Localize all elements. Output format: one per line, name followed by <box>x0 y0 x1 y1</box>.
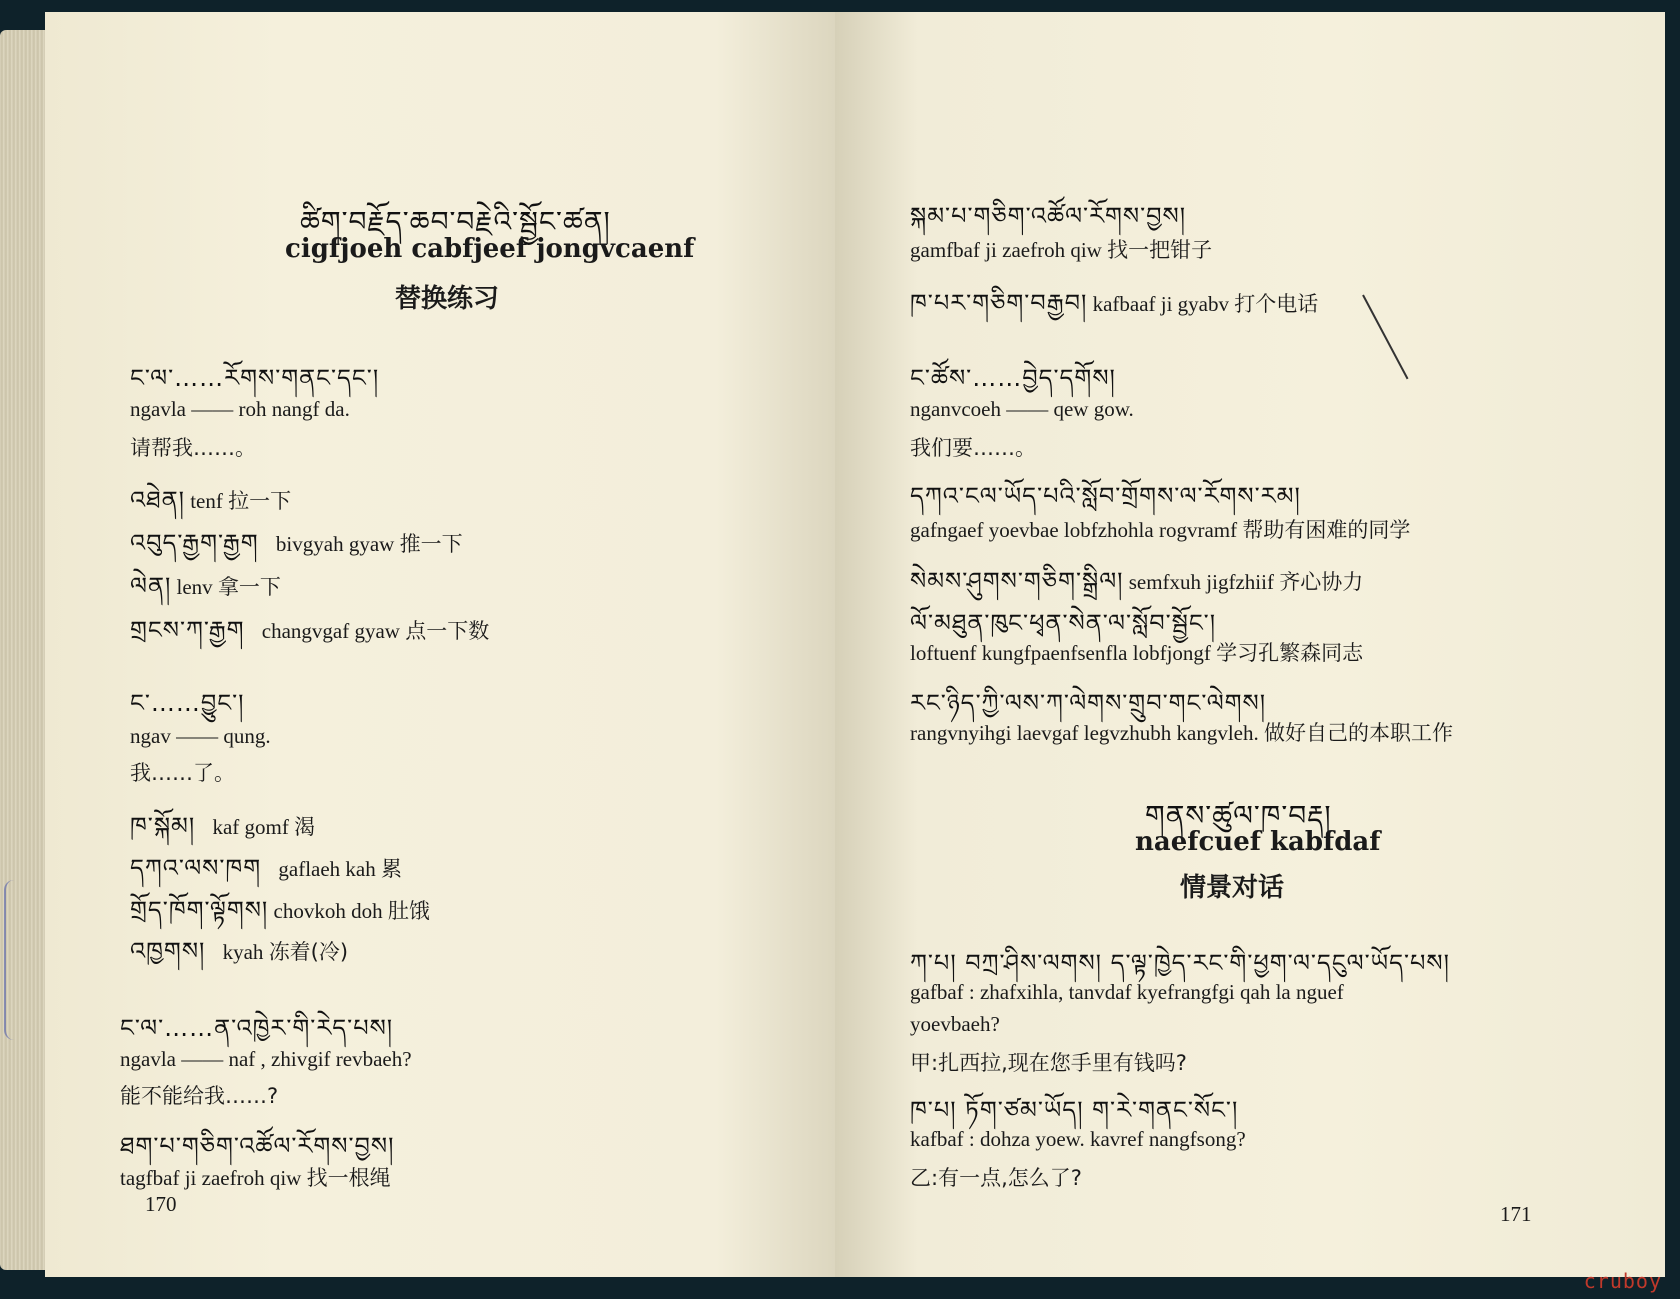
group2-item: འཁྱགས། kyah 冻着(冷) <box>130 937 349 965</box>
group3-pattern-tibetan: ང་ལ་……ན་འཁྱེར་གི་རེད་པས། <box>120 1014 394 1042</box>
group2-item: དཀའ་ལས་ཁག gaflaeh kah 累 <box>130 854 402 882</box>
right-page <box>835 12 1665 1277</box>
right-group-pattern-roman: nganvcoeh —— qew gow. <box>910 397 1134 421</box>
dialogue-line-tibetan: ཀ་པ། བཀྲ་ཤིས་ལགས། ད་ལྟ་ཁྱེད་རང་གི་ཕྱག་ལ་དངུལ་ཡོད་པས། <box>910 949 1450 977</box>
scan-watermark: cruboy <box>1583 1269 1662 1293</box>
right-line-tibetan: སྐམ་པ་གཅིག་འཚོལ་རོགས་བྱས། <box>910 202 1187 230</box>
group2-pattern-tibetan: ང་……བྱུང་། <box>130 689 245 717</box>
group1-pattern-chinese: 请帮我……。 <box>130 436 256 460</box>
group1-pattern-roman: ngavla —— roh nangf da. <box>130 397 350 421</box>
dialogue-line-roman: kafbaf : dohza yoew. kavref nangfsong? <box>910 1127 1246 1151</box>
page-number-left: 170 <box>145 1192 177 1216</box>
dialogue-line-chinese: 乙:有一点,怎么了? <box>910 1166 1082 1190</box>
group2-pattern-roman: ngav —— qung. <box>130 724 271 748</box>
right-group-item: loftuenf kungfpaenfsenfla lobfjongf 学习孔繁森同志 <box>910 641 1364 665</box>
dialogue-line-roman: gafbaf : zhafxihla, tanvdaf kyefrangfgi qah la nguef <box>910 980 1344 1004</box>
group3-pattern-roman: ngavla —— naf , zhivgif revbaeh? <box>120 1047 412 1071</box>
dialogue-title-roman: naefcuef kabfdaf <box>1135 827 1381 857</box>
right-group-item: rangvnyihgi laevgaf legvzhubh kangvleh. 做好自己的本职工作 <box>910 721 1453 745</box>
right-group-item-tibetan: དཀའ་ངལ་ཡོད་པའི་སློབ་གྲོགས་ལ་རོགས་རམ། <box>910 482 1301 510</box>
right-line: gamfbaf ji zaefroh qiw 找一把钳子 <box>910 238 1213 262</box>
page-number-right: 171 <box>1500 1202 1532 1226</box>
group3-pattern-chinese: 能不能给我……? <box>120 1084 279 1108</box>
right-line: ཁ་པར་གཅིག་བརྒྱབ། kafbaaf ji gyabv 打个电话 <box>910 289 1319 317</box>
left-title-roman: cigfjoeh cabfjeef jongvcaenf <box>285 234 695 264</box>
group1-item: འཐེན། tenf 拉一下 <box>130 486 292 514</box>
dialogue-line-tibetan: ཁ་པ། ཏོག་ཙམ་ཡོད། ག་རེ་གནང་སོང་། <box>910 1096 1239 1124</box>
dialogue-line-roman-cont: yoevbaeh? <box>910 1012 1000 1036</box>
right-group-item: gafngaef yoevbae lobfzhohla rogvramf 帮助有困难的同学 <box>910 518 1411 542</box>
right-group-pattern-tibetan: ང་ཚོས་……བྱེད་དགོས། <box>910 364 1116 392</box>
right-group-pattern-chinese: 我们要……。 <box>910 436 1036 460</box>
group1-item: འབུད་རྒྱག་རྒྱག bivgyah gyaw 推一下 <box>130 529 463 557</box>
left-page <box>45 12 835 1277</box>
right-group-item-tibetan: རང་ཉིད་ཀྱི་ལས་ཀ་ལེགས་གྲུབ་གང་ལེགས། <box>910 689 1267 717</box>
dialogue-title-tibetan: གནས་ཚུལ་ཁ་བརྡ། <box>1145 799 1332 832</box>
group2-pattern-chinese: 我……了。 <box>130 761 235 785</box>
left-title-chinese: 替换练习 <box>395 284 500 314</box>
group3-item-tibetan: ཐག་པ་གཅིག་འཚོལ་རོགས་བྱས། <box>120 1132 395 1160</box>
right-group-item: སེམས་ཤུགས་གཅིག་སྒྲིལ། semfxuh jigfzhiif 齐心协力 <box>910 567 1364 595</box>
left-title-tibetan: ཚིག་བརྗོད་ཆབ་བརྗེའི་སྦྱོང་ཚན། <box>300 205 611 238</box>
group1-item: ལེན། lenv 拿一下 <box>130 572 281 600</box>
group3-item: tagfbaf ji zaefroh qiw 找一根绳 <box>120 1166 391 1190</box>
right-group-item-tibetan: ལོ་མཐུན་ཁུང་ཕྭན་སེན་ལ་སློབ་སྦྱོང་། <box>910 609 1217 637</box>
group2-item: ཁ་སྐོམ། kaf gomf 渴 <box>130 812 316 840</box>
handwritten-margin-mark <box>4 880 38 1040</box>
group1-pattern-tibetan: ང་ལ་……རོགས་གནང་དང་། <box>130 364 380 392</box>
dialogue-title-chinese: 情景对话 <box>1180 873 1285 903</box>
group1-item: གྲངས་ཀ་རྒྱག changvgaf gyaw 点一下数 <box>130 616 490 644</box>
bleed-through-text <box>185 192 191 216</box>
dialogue-line-chinese: 甲:扎西拉,现在您手里有钱吗? <box>910 1051 1187 1075</box>
group2-item: གྲོད་ཁོག་ལྟོགས། chovkoh doh 肚饿 <box>130 896 430 924</box>
